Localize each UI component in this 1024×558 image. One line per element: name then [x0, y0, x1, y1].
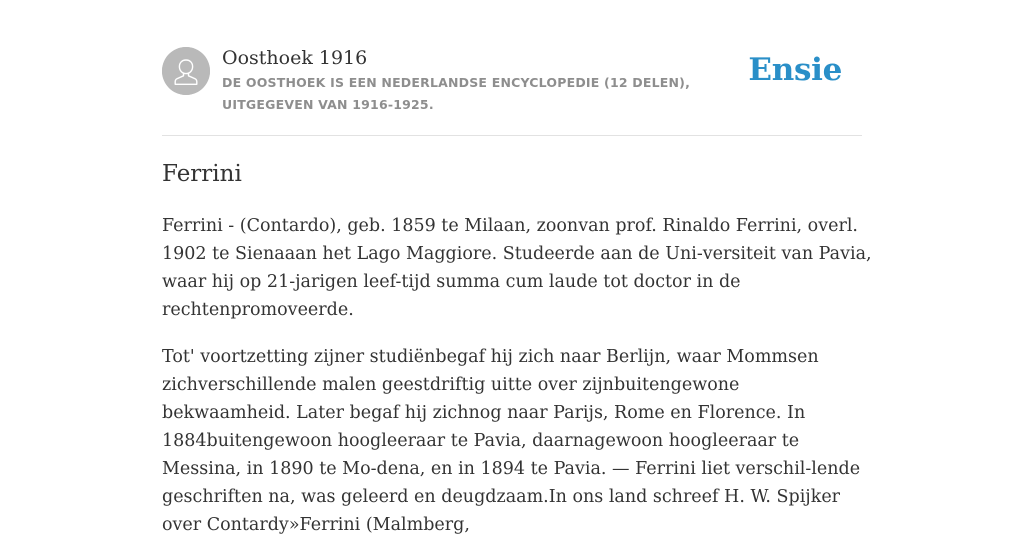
brand-logo[interactable]: Ensie: [748, 52, 842, 88]
article-paragraph: Ferrini - (Contardo), geb. 1859 te Milaan, zoonvan prof. Rinaldo Ferrini, overl. 1902 te Sienaaan het Lago Maggiore. Studeerde aan de Uni-versiteit van Pavia, waar hij op 21-jarigen leef-tijd summa cum laude tot doctor in de rechtenpromoveerde.: [162, 216, 872, 320]
source-description: DE OOSTHOEK IS EEN NEDERLANDSE ENCYCLOPEDIE (12 DELEN), UITGEGEVEN VAN 1916-1925.: [222, 75, 691, 112]
source-header: [162, 0, 862, 136]
article-title: Ferrini: [162, 161, 242, 187]
source-name[interactable]: Oosthoek 1916: [222, 47, 368, 69]
article-paragraph: Tot' voortzetting zijner studiënbegaf hij zich naar Berlijn, waar Mommsen zichverschillende malen geestdriftig uitte over zijnbuitengewone bekwaamheid. Later begaf hij zichnog naar Parijs, Rome en Florence. In 1884buitengewoon hoogleeraar te Pavia, daarnagewoon hoogleeraar te Messina, in 1890 te Mo-dena, en in 1894 te Pavia. — Ferrini liet verschil-lende geschriften na, was geleerd en deugdzaam.In ons land schreef H. W. Spijker over Contardy»Ferrini (Malmberg,: [162, 347, 861, 535]
content-column: [162, 0, 872, 535]
article-body: [162, 212, 872, 558]
user-icon[interactable]: [162, 47, 210, 95]
